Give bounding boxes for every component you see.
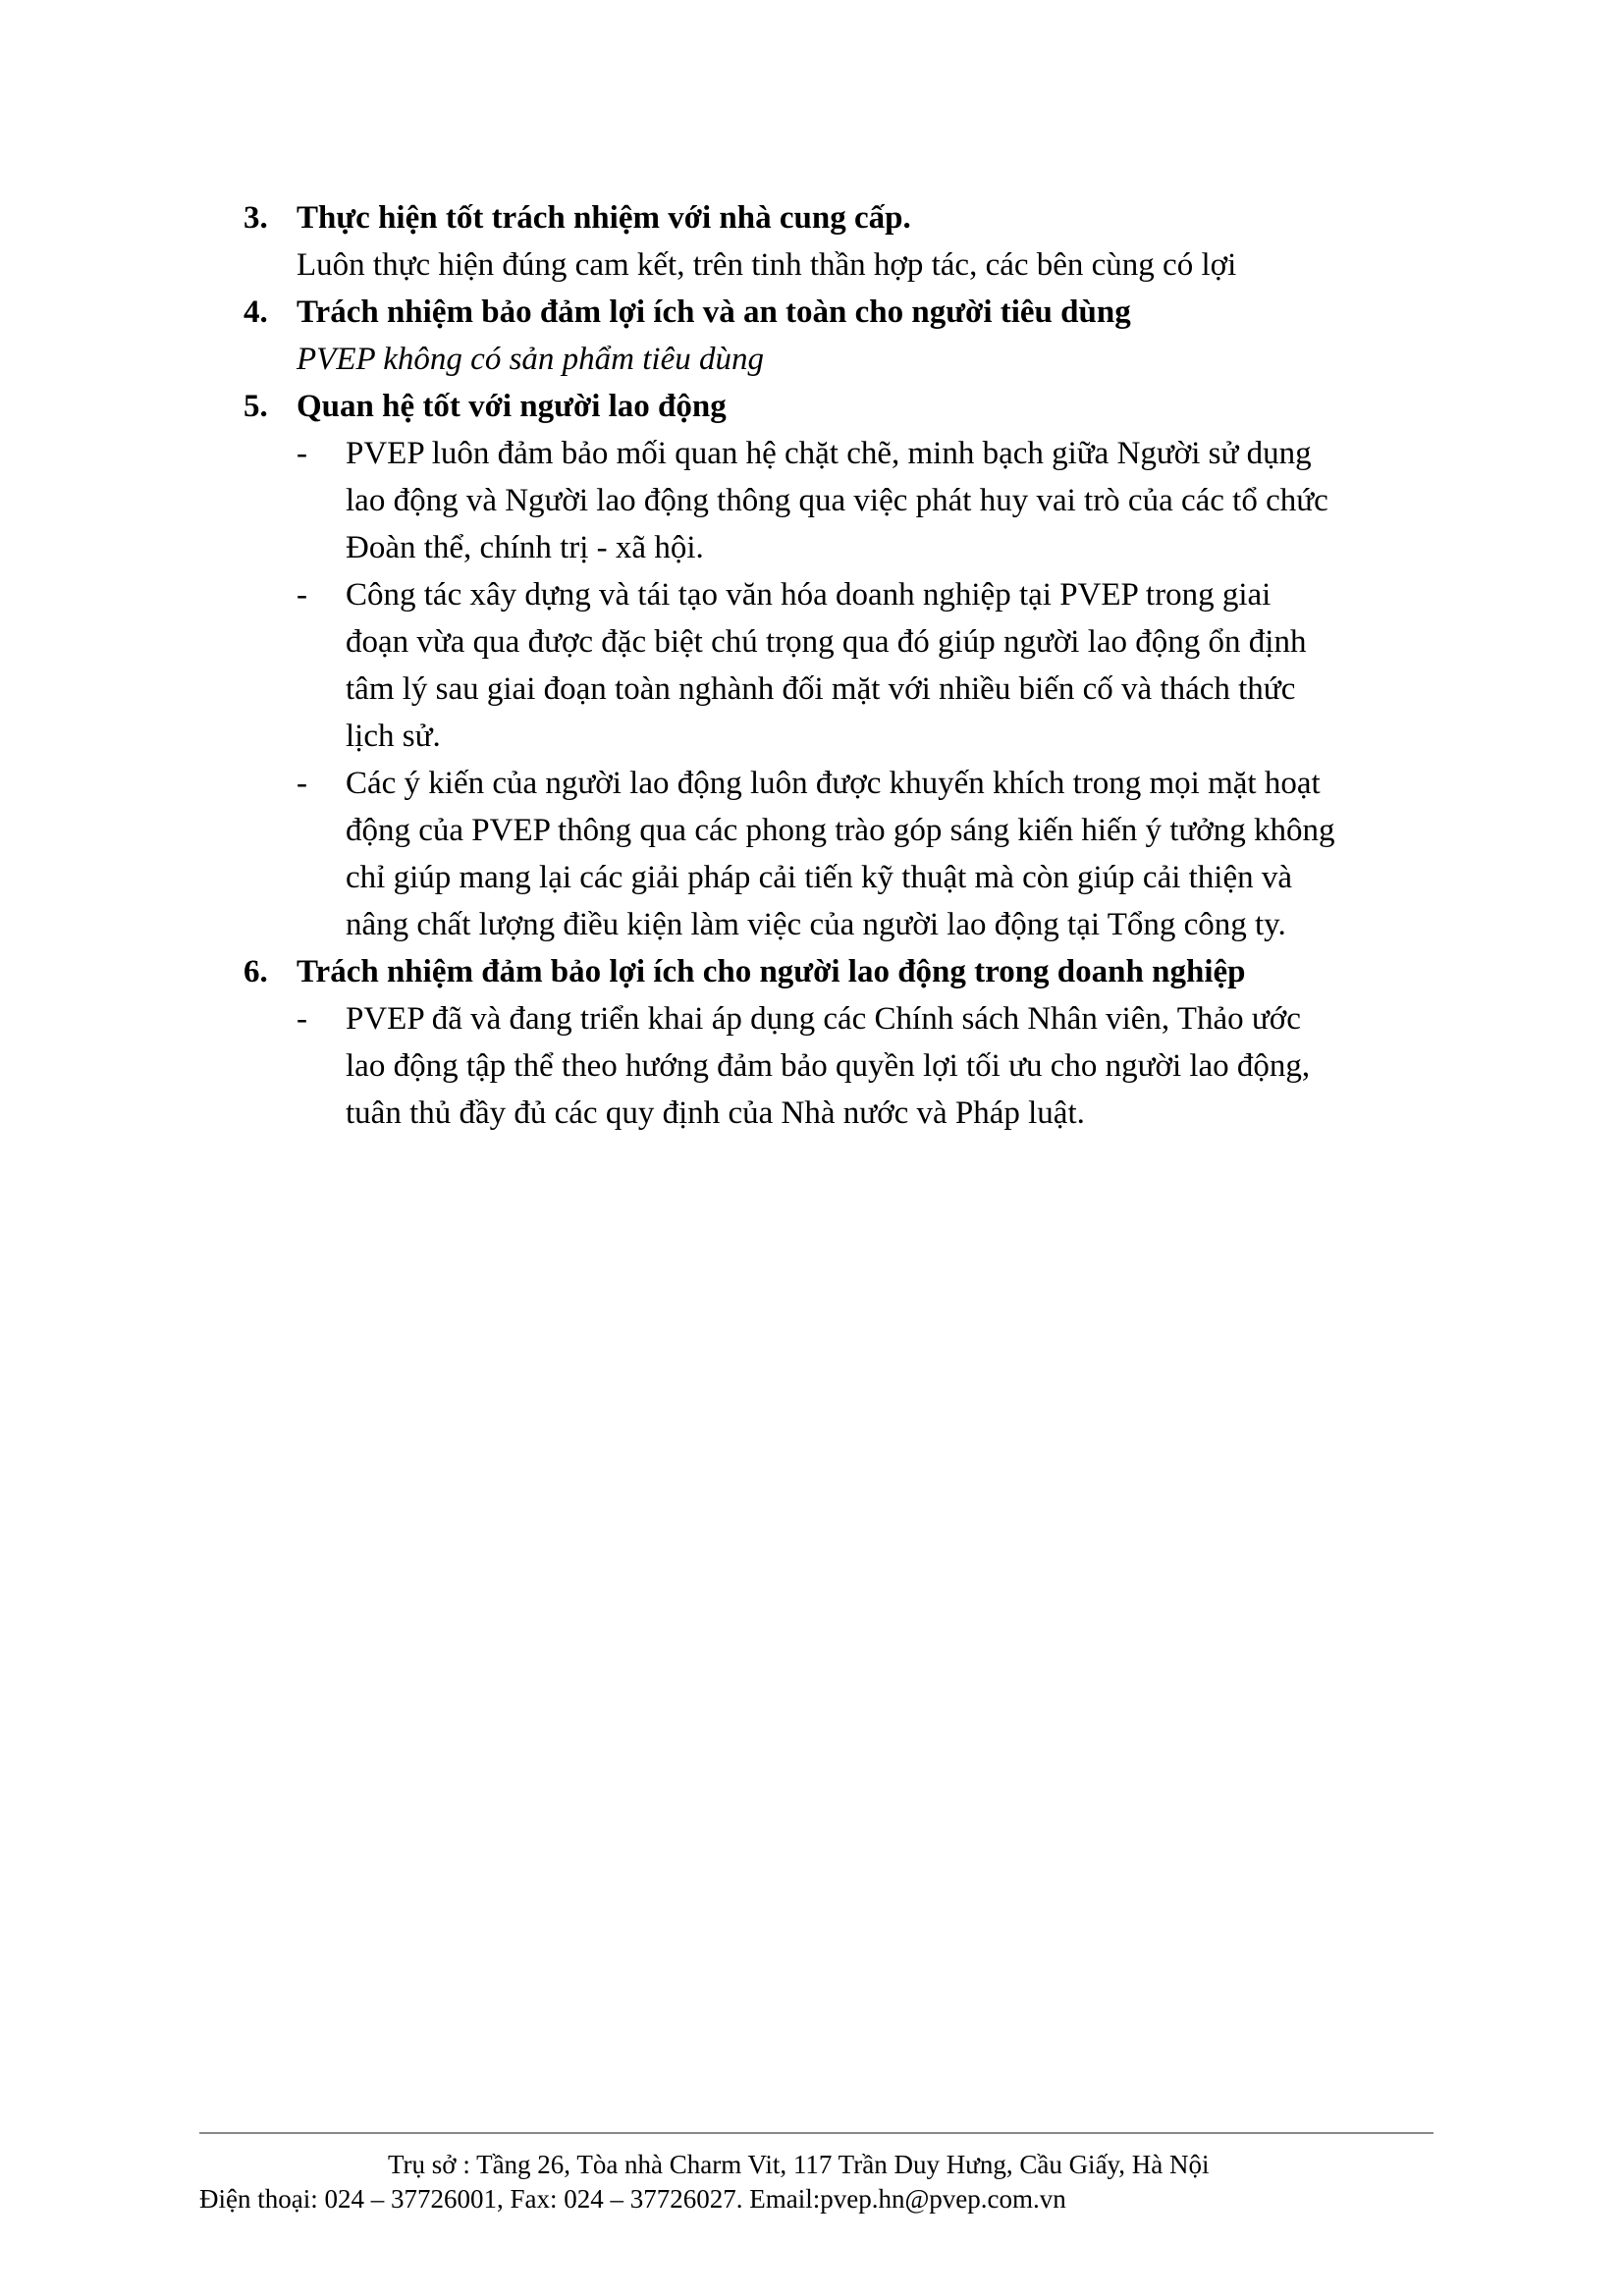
bullet-text: Đoàn thể, chính trị - xã hội. bbox=[346, 530, 704, 565]
footer-divider bbox=[199, 2132, 1434, 2134]
section-number: 4. bbox=[244, 294, 268, 330]
section-heading: Thực hiện tốt trách nhiệm với nhà cung cấp. bbox=[297, 200, 911, 236]
section-heading: Trách nhiệm bảo đảm lợi ích và an toàn cho người tiêu dùng bbox=[297, 294, 1131, 330]
bullet-text: PVEP đã và đang triển khai áp dụng các Chính sách Nhân viên, Thảo ước bbox=[346, 1001, 1301, 1037]
bullet-marker: - bbox=[297, 577, 307, 613]
bullet-text: nâng chất lượng điều kiện làm việc của người lao động tại Tổng công ty. bbox=[346, 907, 1286, 942]
bullet-marker: - bbox=[297, 766, 307, 801]
footer-address: Trụ sở : Tầng 26, Tòa nhà Charm Vit, 117 Trần Duy Hưng, Cầu Giấy, Hà Nội bbox=[388, 2150, 1210, 2179]
bullet-text: tâm lý sau giai đoạn toàn nghành đối mặt với nhiều biến cố và thách thức bbox=[346, 671, 1296, 707]
bullet-text: lịch sử. bbox=[346, 719, 441, 754]
bullet-text: chỉ giúp mang lại các giải pháp cải tiến kỹ thuật mà còn giúp cải thiện và bbox=[346, 860, 1293, 895]
section-number: 6. bbox=[244, 954, 268, 989]
section-number: 5. bbox=[244, 389, 268, 424]
section-body: PVEP không có sản phẩm tiêu dùng bbox=[297, 342, 764, 377]
bullet-text: lao động và Người lao động thông qua việc phát huy vai trò của các tổ chức bbox=[346, 483, 1328, 518]
section-heading: Quan hệ tốt với người lao động bbox=[297, 389, 727, 424]
bullet-text: tuân thủ đầy đủ các quy định của Nhà nước và Pháp luật. bbox=[346, 1095, 1085, 1131]
section-heading: Trách nhiệm đảm bảo lợi ích cho người lao động trong doanh nghiệp bbox=[297, 954, 1246, 989]
section-body: Luôn thực hiện đúng cam kết, trên tinh thần hợp tác, các bên cùng có lợi bbox=[297, 247, 1237, 283]
footer-contact: Điện thoại: 024 – 37726001, Fax: 024 – 37726027. Email:pvep.hn@pvep.com.vn bbox=[199, 2184, 1066, 2214]
bullet-text: Công tác xây dựng và tái tạo văn hóa doanh nghiệp tại PVEP trong giai bbox=[346, 577, 1272, 613]
section-number: 3. bbox=[244, 200, 268, 236]
bullet-text: PVEP luôn đảm bảo mối quan hệ chặt chẽ, minh bạch giữa Người sử dụng bbox=[346, 436, 1312, 471]
bullet-text: Các ý kiến của người lao động luôn được khuyến khích trong mọi mặt hoạt bbox=[346, 766, 1321, 801]
bullet-text: đoạn vừa qua được đặc biệt chú trọng qua đó giúp người lao động ổn định bbox=[346, 624, 1307, 660]
bullet-text: động của PVEP thông qua các phong trào góp sáng kiến hiến ý tưởng không bbox=[346, 813, 1335, 848]
bullet-text: lao động tập thể theo hướng đảm bảo quyền lợi tối ưu cho người lao động, bbox=[346, 1048, 1311, 1084]
bullet-marker: - bbox=[297, 436, 307, 471]
bullet-marker: - bbox=[297, 1001, 307, 1037]
